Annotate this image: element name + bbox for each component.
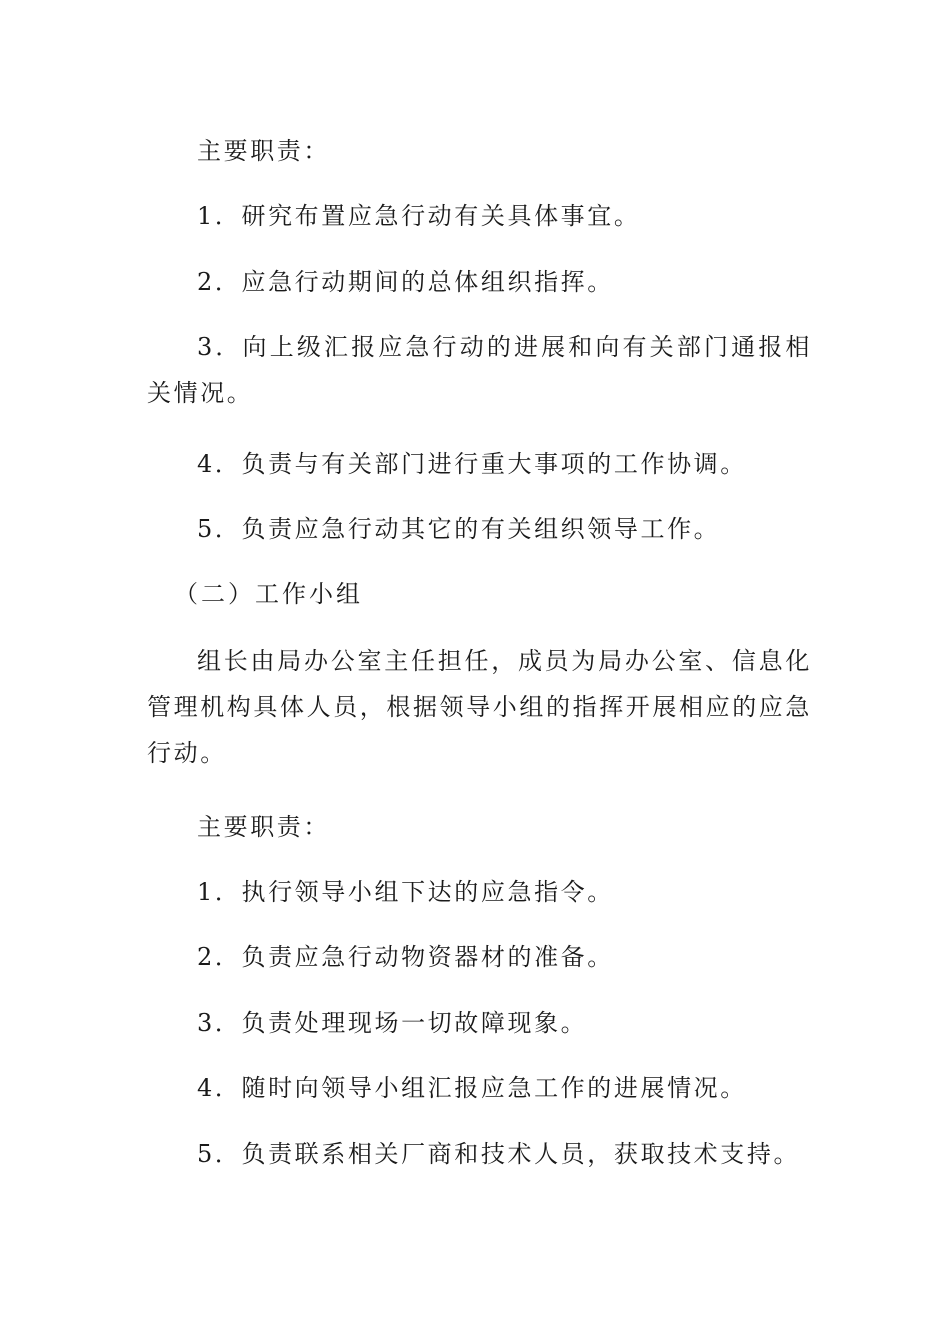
section-label-main-duties: 主要职责： xyxy=(197,137,330,165)
list-item: 5．负责联系相关厂商和技术人员，获取技术支持。 xyxy=(197,1140,801,1168)
list-item: 1．执行领导小组下达的应急指令。 xyxy=(197,878,614,906)
list-item: 5．负责应急行动其它的有关组织领导工作。 xyxy=(197,515,721,543)
list-item: 4．随时向领导小组汇报应急工作的进展情况。 xyxy=(197,1074,747,1102)
section-heading-work-group: （二）工作小组 xyxy=(174,580,363,608)
list-item: 2．应急行动期间的总体组织指挥。 xyxy=(197,268,614,296)
list-item: 3．负责处理现场一切故障现象。 xyxy=(197,1009,588,1037)
list-item: 3．向上级汇报应急行动的进展和向有关部门通报相关情况。 xyxy=(147,333,812,407)
list-item: 1．研究布置应急行动有关具体事宜。 xyxy=(197,202,641,230)
body-paragraph: 组长由局办公室主任担任，成员为局办公室、信息化管理机构具体人员，根据领导小组的指挥开展相应的应急行动。 xyxy=(147,647,812,767)
list-item: 2．负责应急行动物资器材的准备。 xyxy=(197,943,614,971)
section-label-main-duties: 主要职责： xyxy=(197,813,330,841)
list-item: 4．负责与有关部门进行重大事项的工作协调。 xyxy=(197,450,747,478)
